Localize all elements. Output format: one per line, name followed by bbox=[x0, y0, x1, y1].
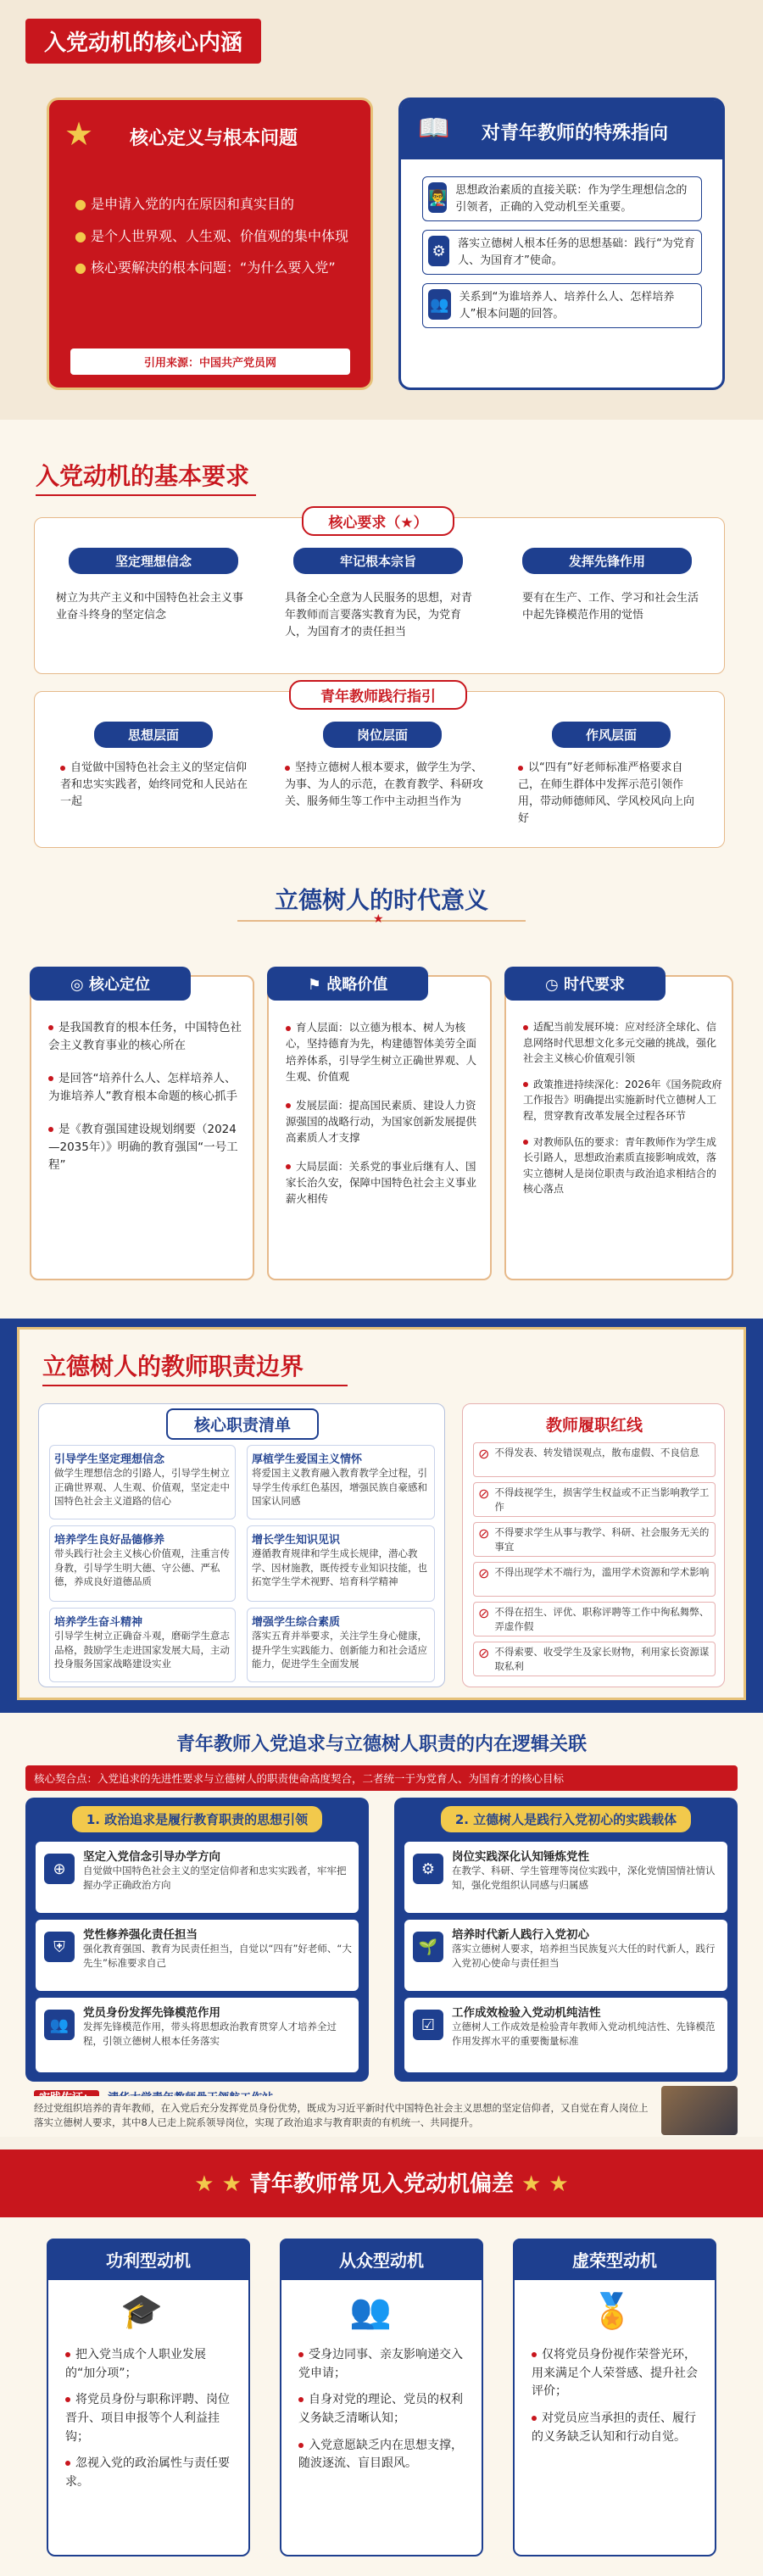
list-item: ☑ 工作成效检验入党动机纯洁性 立德树人工作成效是检验青年教师入党动机纯洁性、先锋模范作用发挥水平的重要衡量标准 bbox=[404, 1998, 727, 2072]
duty-list bbox=[38, 1403, 445, 1687]
deviation-items bbox=[65, 2346, 235, 2492]
star-icon: ★ ★ bbox=[194, 2172, 249, 2197]
list-item: ● 是申请入党的内在原因和真实目的 bbox=[75, 196, 295, 212]
section-basic-requirements bbox=[0, 420, 763, 878]
duty-list-title: 核心职责清单 bbox=[166, 1408, 319, 1440]
source-note: 引用来源：中国共产党员网 bbox=[70, 348, 350, 375]
section-deviations bbox=[0, 2149, 763, 2576]
list-item: ⊕ 坚定入党信念引导办学方向 自觉做中国特色社会主义的坚定信仰者和忠实实践者，牢牢把握办学正确政治方向 bbox=[36, 1842, 359, 1913]
section-logic-link bbox=[0, 1713, 763, 2137]
right-panel bbox=[394, 1798, 738, 2082]
duty-item: 增长学生知识见识 遵循教育规律和学生成长规律，潜心教学、因材施教，既传授专业知识技能，也拓宽学生学术视野、培育科学精神 bbox=[247, 1525, 435, 1602]
list-item: 是回答“培养什么人、怎样培养人、为谁培养人”教育根本命题的核心抓手 bbox=[48, 1071, 237, 1103]
core-item-text: 具备全心全意为人民服务的思想，对青年教师而言要落实教育为民，为党育人，为国育才的责任担当 bbox=[285, 592, 473, 639]
list-item: 大局层面：关系党的事业后继有人、国家长治久安，保障中国特色社会主义事业薪火相传 bbox=[286, 1159, 477, 1206]
ban-icon: ⊘ bbox=[478, 1525, 490, 1542]
core-item-title: 牢记根本宗旨 bbox=[293, 548, 463, 574]
list-item: ⊘ 不得索要、收受学生及家长财物，利用家长资源谋取私利 bbox=[473, 1642, 716, 1676]
core-item-title: 坚定理想信念 bbox=[69, 548, 238, 574]
list-item: ⊘ 不得出现学术不端行为，滥用学术资源和学术影响 bbox=[473, 1562, 716, 1597]
list-item: ● 是个人世界观、人生观、价值观的集中体现 bbox=[75, 227, 349, 244]
case-photo bbox=[661, 2086, 738, 2135]
teacher-icon: 👨‍🏫 bbox=[428, 182, 447, 213]
people-icon: 👥 bbox=[428, 289, 451, 320]
deviation-card-2 bbox=[280, 2239, 483, 2556]
list-item: 忽视入党的政治属性与责任要求。 bbox=[65, 2456, 230, 2490]
list-item: 把入党当成个人职业发展的“加分项”； bbox=[65, 2348, 206, 2380]
guide-label: 青年教师践行指引 bbox=[289, 680, 467, 710]
deviation-items bbox=[298, 2346, 468, 2473]
medal-icon: 🏅 bbox=[591, 2292, 633, 2331]
era-card-items bbox=[286, 1019, 481, 1207]
core-item-title: 发挥先锋作用 bbox=[522, 548, 692, 574]
list-item: 入党意愿缺乏内在思想支撑，随波逐流、盲目跟风。 bbox=[298, 2438, 463, 2471]
star-icon: ★ bbox=[64, 115, 94, 153]
target-icon: ◎ bbox=[70, 976, 89, 994]
list-item: 🌱 培养时代新人践行入党初心 落实立德树人要求，培养担当民族复兴大任的时代新人，践行入党初心使命与责任担当 bbox=[404, 1920, 727, 1991]
left-panel-title: 1. 政治追求是履行教育职责的思想引领 bbox=[72, 1806, 322, 1832]
list-item: 对党员应当承担的责任、履行的义务缺乏认知和行动自觉。 bbox=[532, 2412, 696, 2444]
flag-icon: ⚑ bbox=[307, 976, 327, 994]
section-teacher-duty bbox=[0, 1319, 763, 1713]
duty-item: 厚植学生爱国主义情怀 将爱国主义教育融入教育教学全过程，引导学生传承红色基因，增强民族自豪感和国家认同感 bbox=[247, 1445, 435, 1519]
deviation-card-3 bbox=[513, 2239, 716, 2556]
list-item: 👥 党员身份发挥先锋模范作用 发挥先锋模范作用，带头将思想政治教育贯穿人才培养全过程，引领立德树人根本任务落实 bbox=[36, 1998, 359, 2072]
list-item: 将党员身份与职称评聘、岗位晋升、项目申报等个人利益挂钩； bbox=[65, 2393, 230, 2444]
guide-item-text: 自觉做中国特色社会主义的坚定信仰者和忠实实践者，始终同党和人民站在一起 bbox=[60, 761, 248, 809]
clock-icon: ◷ bbox=[545, 976, 564, 994]
left-card-title: 核心定义与根本问题 bbox=[130, 128, 298, 149]
ban-icon: ⊘ bbox=[478, 1565, 490, 1581]
list-item: ● 核心要解决的根本问题：“为什么要入党” bbox=[75, 259, 336, 276]
core-item-text: 树立为共产主义和中国特色社会主义事业奋斗终身的坚定信念 bbox=[56, 592, 244, 622]
list-item: 对教师队伍的要求：青年教师作为学生成长引路人，思想政治素质直接影响成效，落实立德树人是岗位职责与政治追求相结合的核心落点 bbox=[523, 1135, 717, 1196]
red-line-items bbox=[473, 1442, 716, 1676]
list-item: 政策推进持续深化：2026年《国务院政府工作报告》明确提出实施新时代立德树人工程，贯穿教育改革发展全过程各环节 bbox=[523, 1078, 722, 1122]
section-title: 入党动机的基本要求 bbox=[36, 462, 250, 490]
deviation-card-title: 从众型动机 bbox=[280, 2239, 483, 2280]
deviation-card-title: 虚荣型动机 bbox=[513, 2239, 716, 2280]
right-card bbox=[398, 98, 725, 390]
star-icon: ★ bbox=[373, 912, 384, 926]
list-item: ⊘ 不得要求学生从事与教学、科研、社会服务无关的事宜 bbox=[473, 1522, 716, 1557]
right-card-title: 对青年教师的特殊指向 bbox=[482, 123, 669, 144]
core-requirements-box bbox=[34, 517, 725, 674]
team-icon: 👥 bbox=[44, 2010, 75, 2040]
gear-icon: ⚙ bbox=[413, 1854, 443, 1884]
list-item: ⊘ 不得在招生、评优、职称评聘等工作中徇私舞弊、弄虚作假 bbox=[473, 1602, 716, 1636]
era-card-title: ◷ 时代要求 bbox=[504, 967, 666, 1001]
list-item: 仅将党员身份视作荣誉光环，用来满足个人荣誉感、提升社会评价； bbox=[532, 2348, 698, 2399]
section-era-significance bbox=[0, 878, 763, 1319]
duty-item: 培养学生奋斗精神 引导学生树立正确奋斗观，磨砺学生意志品格，鼓励学生走进国家发展大局，主动投身服务国家战略建设实业 bbox=[49, 1608, 236, 1682]
ban-icon: ⊘ bbox=[478, 1446, 490, 1462]
era-card-1 bbox=[30, 975, 254, 1280]
duty-item: 增强学生综合素质 落实五育并举要求，关注学生身心健康，提升学生实践能力、创新能力和社会适应能力，促进学生全面发展 bbox=[247, 1608, 435, 1682]
guide-item-title: 作风层面 bbox=[552, 722, 671, 748]
duty-item: 引导学生坚定理想信念 做学生理想信念的引路人，引导学生树立正确世界观、人生观、价值观，坚定走中国特色社会主义道路的信心 bbox=[49, 1445, 236, 1519]
graduation-icon: 🎓 bbox=[120, 2292, 163, 2331]
ban-icon: ⊘ bbox=[478, 1605, 490, 1621]
list-item: 是我国教育的根本任务，中国特色社会主义教育事业的核心所在 bbox=[48, 1021, 242, 1052]
duty-item: 培养学生良好品德修养 带头践行社会主义核心价值观，注重言传身教，引导学生明大德、守公德、严私德，养成良好道德品质 bbox=[49, 1525, 236, 1602]
list-item: ⛨ 党性修养强化责任担当 强化教育强国、教育为民责任担当，自觉以“四有”好老师、“大先生”标准要求自己 bbox=[36, 1920, 359, 1991]
guide-item-title: 思想层面 bbox=[94, 722, 213, 748]
era-card-title: ⚑ 战略价值 bbox=[267, 967, 428, 1001]
deviation-card-1 bbox=[47, 2239, 250, 2556]
right-panel-title: 2. 立德树人是践行入党初心的实践载体 bbox=[441, 1806, 691, 1832]
section-title: 青年教师入党追求与立德树人职责的内在逻辑关联 bbox=[175, 1734, 587, 1755]
section-title: ★ ★ 青年教师常见入党动机偏差 ★ ★ bbox=[194, 2172, 569, 2197]
gear-icon: ⚙ bbox=[428, 236, 449, 266]
list-item: ⚙ 落实立德树人根本任务的思想基础：践行“为党育人、为国育才”使命。 bbox=[422, 230, 702, 275]
guide-item-title: 岗位层面 bbox=[323, 722, 442, 748]
guide-box bbox=[34, 691, 725, 848]
book-icon: 📖 bbox=[418, 114, 450, 143]
core-item-text: 要有在生产、工作、学习和社会生活中起先锋模范作用的觉悟 bbox=[522, 592, 699, 622]
list-item: 发展层面：提高国民素质、建设人力资源强国的战略行动，为国家创新发展提供高素质人才支撑 bbox=[286, 1098, 477, 1145]
list-item: 自身对党的理论、党员的权利义务缺乏清晰认知； bbox=[298, 2393, 463, 2426]
era-card-items bbox=[523, 1019, 722, 1197]
list-item: 适配当前发展环境：应对经济全球化、信息网络时代思想文化多元交融的挑战，强化社会主义核心价值观引领 bbox=[523, 1021, 717, 1065]
guide-item-text: 以“四有”好老师标准严格要求自己，在师生群体中发挥示范引领作用，带动师德师风、学风校风向上向好 bbox=[518, 761, 695, 826]
section-title: 立德树人的教师职责边界 bbox=[42, 1352, 304, 1380]
core-point-bar: 核心契合点：入党追求的先进性要求与立德树人的职责使命高度契合，二者统一于为党育人、为国育才的核心目标 bbox=[25, 1765, 738, 1791]
core-label: 核心要求（★） bbox=[302, 506, 454, 536]
list-item: 👨‍🏫 思想政治素质的直接关联：作为学生理想信念的引领者，正确的入党动机至关重要。 bbox=[422, 176, 702, 221]
section-title: 立德树人的时代意义 bbox=[274, 886, 488, 914]
compass-icon: ⊕ bbox=[44, 1854, 75, 1884]
list-item: 是《教育强国建设规划纲要（2024—2035年）》明确的教育强国“一号工程” bbox=[48, 1122, 238, 1172]
ban-icon: ⊘ bbox=[478, 1645, 490, 1661]
list-item: ⊘ 不得发表、转发错误观点，散布虚假、不良信息 bbox=[473, 1442, 716, 1477]
section-core-meaning bbox=[0, 0, 763, 420]
deviation-card-title: 功利型动机 bbox=[47, 2239, 250, 2280]
left-card-items bbox=[75, 193, 354, 279]
era-card-title: ◎ 核心定位 bbox=[30, 967, 191, 1001]
list-item: 👥 关系到“为谁培养人、培养什么人、怎样培养人”根本问题的回答。 bbox=[422, 283, 702, 328]
section-title: 入党动机的核心内涵 bbox=[25, 19, 261, 64]
left-card bbox=[47, 98, 373, 390]
era-card-items bbox=[48, 1019, 243, 1174]
right-card-items bbox=[422, 176, 702, 328]
ban-icon: ⊘ bbox=[478, 1486, 490, 1502]
sprout-icon: 🌱 bbox=[413, 1932, 443, 1962]
deviation-items bbox=[532, 2346, 701, 2446]
guide-item-text: 坚持立德树人根本要求，做学生为学、为事、为人的示范，在教育教学、科研攻关、服务师生等工作中主动担当作为 bbox=[285, 761, 484, 809]
red-line-list bbox=[462, 1403, 725, 1687]
star-icon: ★ ★ bbox=[514, 2172, 569, 2197]
era-card-3 bbox=[504, 975, 733, 1280]
shield-icon: ⛨ bbox=[44, 1932, 75, 1962]
checklist-icon: ☑ bbox=[413, 2010, 443, 2040]
list-item: ⚙ 岗位实践深化认知锤炼党性 在教学、科研、学生管理等岗位实践中，深化党情国情社情认知，强化党组织认同感与归属感 bbox=[404, 1842, 727, 1913]
crowd-icon: 👥 bbox=[349, 2292, 392, 2331]
list-item: 育人层面：以立德为根本、树人为核心，坚持德育为先，构建德智体美劳全面培养体系，引导学生树立正确世界观、人生观、价值观 bbox=[286, 1021, 477, 1084]
red-line-title: 教师履职红线 bbox=[545, 1416, 643, 1435]
era-card-2 bbox=[267, 975, 492, 1280]
list-item: 受身边同事、亲友影响递交入党申请； bbox=[298, 2348, 463, 2380]
list-item: ⊘ 不得歧视学生，损害学生权益或不正当影响教学工作 bbox=[473, 1482, 716, 1517]
left-panel bbox=[25, 1798, 369, 2082]
case-note: 经过党组织培养的青年教师，在入党后充分发挥党员身份优势，既成为习近平新时代中国特色社会主义思想的坚定信仰者，又自觉在育人岗位上落实立德树人要求，其中8人已走上院系领导岗位，实现了政治追求与教育职责的有机统一、共同提升。 bbox=[34, 2096, 653, 2131]
